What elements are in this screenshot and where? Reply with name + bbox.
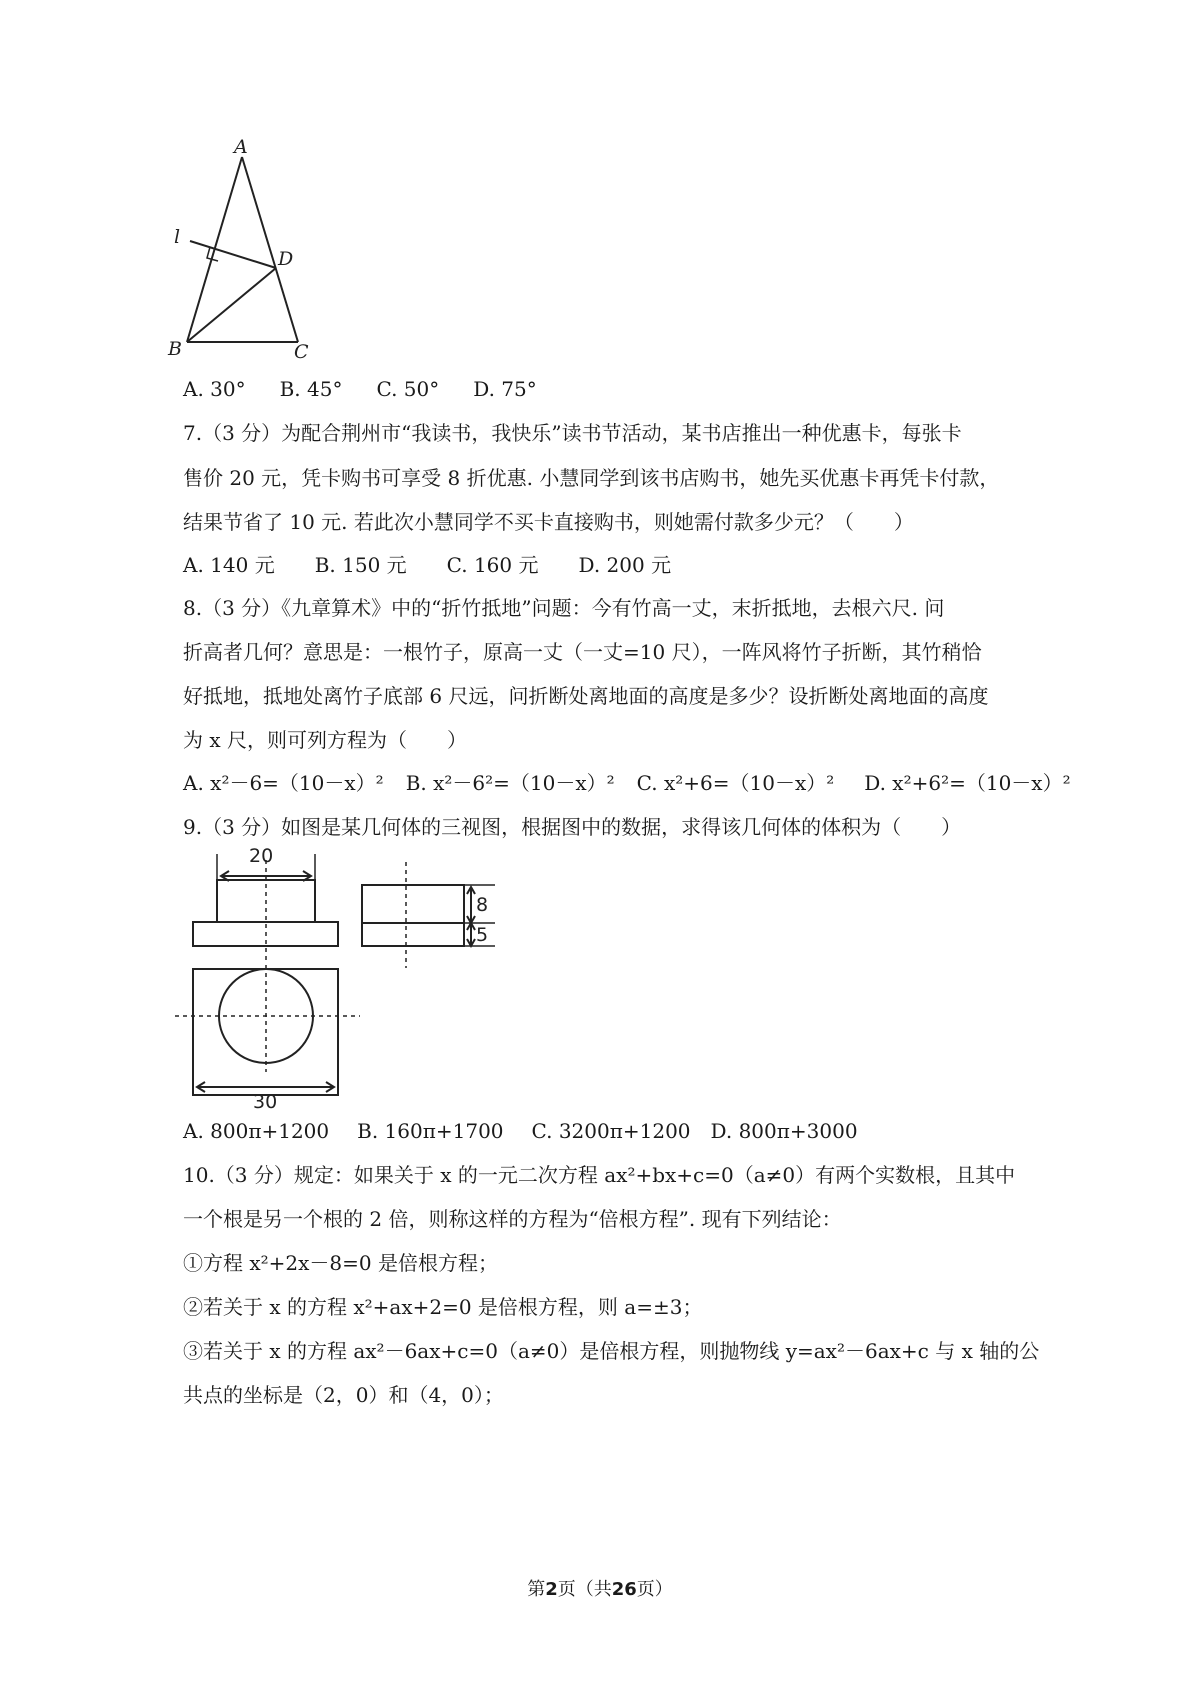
- q10-statement-3-cont: 共点的坐标是（2，0）和（4，0）；: [183, 1383, 504, 1407]
- q9-line-1: 9.（3 分）如图是某几何体的三视图，根据图中的数据，求得该几何体的体积为（ ）: [183, 815, 962, 839]
- q8-options: [183, 770, 1105, 796]
- q6-options: [183, 376, 571, 402]
- footer-prefix: 第: [527, 1579, 546, 1600]
- q10-statement-3: ③若关于 x 的方程 ax²－6ax+c=0（a≠0）是倍根方程，则抛物线 y=ax²－6ax+c 与 x 轴的公: [183, 1339, 1040, 1363]
- q7-line-1: 7.（3 分）为配合荆州市“我读书，我快乐”读书节活动，某书店推出一种优惠卡，每张卡: [183, 421, 962, 445]
- q9-option-c[interactable]: C. 3200π+1200: [531, 1119, 691, 1143]
- q8-option-b[interactable]: B. x²－6²=（10－x）²: [405, 771, 615, 795]
- q8-option-c[interactable]: C. x²+6=（10－x）²: [636, 771, 835, 795]
- three-view-figure: [165, 840, 515, 1110]
- q10-line-1: 10.（3 分）规定：如果关于 x 的一元二次方程 ax²+bx+c=0（a≠0）有两个实数根，且其中: [183, 1163, 1016, 1187]
- q7-option-c[interactable]: C. 160 元: [446, 553, 539, 577]
- label-c: C: [294, 341, 309, 363]
- q7-option-a[interactable]: A. 140 元: [183, 553, 275, 577]
- label-a: A: [234, 136, 248, 158]
- dim-label-8: 8: [476, 894, 489, 916]
- page-footer: [0, 1575, 1200, 1601]
- footer-mid: 页（共: [557, 1579, 612, 1600]
- footer-total-pages: 26: [611, 1579, 637, 1600]
- q8-option-a[interactable]: A. x²－6=（10－x）²: [183, 771, 384, 795]
- q8-line-2: 折高者几何？意思是：一根竹子，原高一丈（一丈=10 尺），一阵风将竹子折断，其竹稍恰: [183, 640, 982, 664]
- triangle-figure: [160, 135, 320, 365]
- label-d: D: [278, 248, 294, 270]
- q7-option-b[interactable]: B. 150 元: [314, 553, 407, 577]
- q8-line-4: 为 x 尺，则可列方程为（ ）: [183, 728, 467, 752]
- q8-line-1: 8.（3 分）《九章算术》中的“折竹抵地”问题：今有竹高一丈，末折抵地，去根六尺. 问: [183, 596, 945, 620]
- q10-statement-2: ②若关于 x 的方程 x²+ax+2=0 是倍根方程，则 a=±3；: [183, 1295, 703, 1319]
- front-view: [193, 845, 338, 960]
- label-l: l: [174, 226, 181, 248]
- q10-line-2: 一个根是另一个根的 2 倍，则称这样的方程为“倍根方程”. 现有下列结论：: [183, 1207, 842, 1231]
- q6-option-a[interactable]: A. 30°: [183, 377, 246, 401]
- q6-option-d[interactable]: D. 75°: [473, 377, 537, 401]
- q6-option-c[interactable]: C. 50°: [376, 377, 440, 401]
- q9-option-b[interactable]: B. 160π+1700: [357, 1119, 504, 1143]
- side-view: [362, 862, 495, 968]
- q9-option-d[interactable]: D. 800π+3000: [710, 1119, 858, 1143]
- label-b: B: [168, 338, 182, 360]
- top-view: [175, 965, 360, 1110]
- dim-label-20: 20: [249, 845, 274, 867]
- q7-line-2: 售价 20 元，凭卡购书可享受 8 折优惠. 小慧同学到该书店购书，她先买优惠卡再凭卡付款，: [183, 466, 1000, 490]
- footer-suffix: 页）: [636, 1579, 673, 1600]
- footer-page-number: 2: [545, 1579, 558, 1600]
- q10-statement-1: ①方程 x²+2x－8=0 是倍根方程；: [183, 1251, 498, 1275]
- q7-line-3: 结果节省了 10 元. 若此次小慧同学不买卡直接购书，则她需付款多少元？（ ）: [183, 510, 914, 534]
- q6-option-b[interactable]: B. 45°: [279, 377, 343, 401]
- q9-options: [183, 1118, 892, 1144]
- dim-label-5: 5: [476, 924, 489, 946]
- q7-options: [183, 552, 705, 578]
- segment-bd: [187, 268, 276, 342]
- q8-line-3: 好抵地，抵地处离竹子底部 6 尺远，问折断处离地面的高度是多少？设折断处离地面的高度: [183, 684, 989, 708]
- dim-label-30: 30: [253, 1091, 278, 1110]
- q8-option-d[interactable]: D. x²+6²=（10－x）²: [864, 771, 1071, 795]
- q9-option-a[interactable]: A. 800π+1200: [183, 1119, 330, 1143]
- q7-option-d[interactable]: D. 200 元: [578, 553, 672, 577]
- line-l: [190, 241, 276, 268]
